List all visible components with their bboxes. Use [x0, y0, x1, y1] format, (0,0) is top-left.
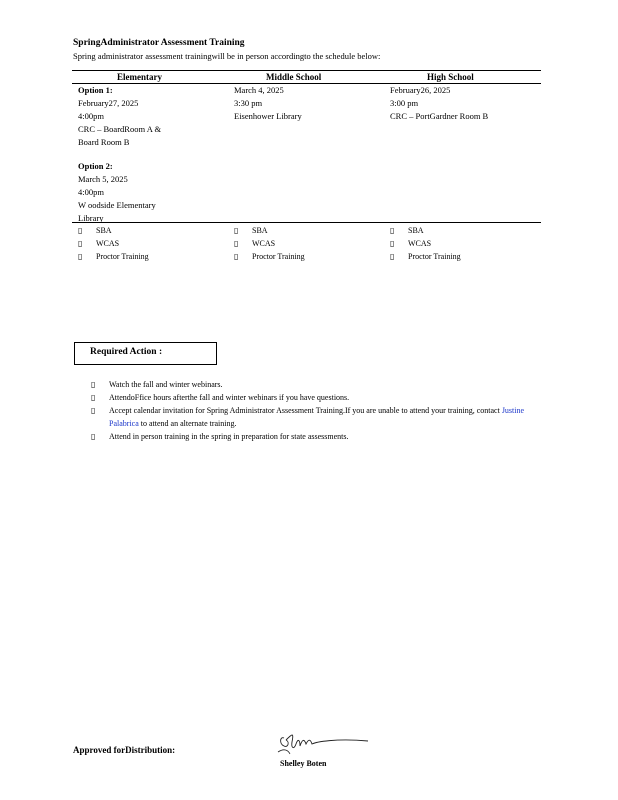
approved-for-distribution: Approved forDistribution: [73, 745, 176, 755]
option-1-time: 4:00pm [78, 111, 104, 121]
table-top-rule [72, 70, 541, 71]
checklist-item: ▯ Proctor Training [78, 252, 149, 261]
high-time: 3:00 pm [390, 98, 419, 108]
elementary-checklist [78, 224, 149, 263]
checklist-item: ▯ SBA [78, 226, 112, 235]
required-action-list [91, 378, 531, 443]
checkbox-icon: ▯ [91, 380, 96, 389]
checklist-item: ▯ Proctor Training [234, 252, 305, 261]
option-2-date: March 5, 2025 [78, 174, 128, 184]
high-date: February26, 2025 [390, 85, 451, 95]
checklist-item: ▯ WCAS [234, 239, 276, 248]
option-2-location: W oodside Elementary [78, 200, 156, 210]
contact-link[interactable]: Justine Palabrica [109, 406, 525, 428]
high-school-session [390, 84, 488, 123]
required-action-label: Required Action : [90, 347, 163, 357]
high-checklist [390, 224, 461, 263]
checklist-item: ▯ WCAS [78, 239, 120, 248]
checkbox-icon: ▯ [78, 226, 83, 235]
middle-time: 3:30 pm [234, 98, 263, 108]
checkbox-icon: ▯ [234, 239, 239, 248]
checklist-item: ▯ SBA [234, 226, 268, 235]
header-middle-school: Middle School [266, 72, 322, 82]
header-high-school: High School [427, 72, 474, 82]
action-item: ▯ Attend in person training in the spring in preparation for state assessments. [91, 432, 349, 441]
checkbox-icon: ▯ [390, 252, 395, 261]
signer-name: Shelley Boten [280, 759, 327, 768]
checkbox-icon: ▯ [91, 432, 96, 441]
action-item: ▯ Accept calendar invitation for Spring Administrator Assessment Training.If you are unable to attend your training, contact Justine Palabrica to attend an alternate training. [91, 406, 525, 428]
middle-location: Eisenhower Library [234, 111, 302, 121]
option-2-location-cont: Library [78, 213, 104, 223]
option-1-label: Option 1: [78, 85, 113, 95]
action-item: ▯ Watch the fall and winter webinars. [91, 380, 223, 389]
checkbox-icon: ▯ [390, 226, 395, 235]
middle-date: March 4, 2025 [234, 85, 284, 95]
signature-image [276, 728, 376, 756]
checkbox-icon: ▯ [390, 239, 395, 248]
checkbox-icon: ▯ [78, 239, 83, 248]
intro-text: Spring administrator assessment trainingwill be in person accordingto the schedule below: [73, 51, 381, 61]
option-1-location: CRC – BoardRoom A & [78, 124, 162, 134]
option-2-time: 4:00pm [78, 187, 104, 197]
option-1-date: February27, 2025 [78, 98, 139, 108]
elementary-option-1 [78, 84, 161, 149]
checkbox-icon: ▯ [78, 252, 83, 261]
checkbox-icon: ▯ [91, 406, 96, 415]
checklist-item: ▯ WCAS [390, 239, 432, 248]
elementary-option-2 [78, 160, 156, 225]
high-location: CRC – PortGardner Room B [390, 111, 489, 121]
middle-checklist [234, 224, 305, 263]
action-item: ▯ AttendoFfice hours afterthe fall and winter webinars if you have questions. [91, 393, 350, 402]
checklist-item: ▯ Proctor Training [390, 252, 461, 261]
checklist-item: ▯ SBA [390, 226, 424, 235]
checkbox-icon: ▯ [91, 393, 96, 402]
option-2-label: Option 2: [78, 161, 113, 171]
checkbox-icon: ▯ [234, 226, 239, 235]
items-rule [72, 222, 541, 223]
header-elementary: Elementary [117, 72, 162, 82]
document-title: SpringAdministrator Assessment Training [73, 38, 245, 48]
option-1-location-cont: Board Room B [78, 137, 130, 147]
middle-school-session [234, 84, 302, 123]
checkbox-icon: ▯ [234, 252, 239, 261]
